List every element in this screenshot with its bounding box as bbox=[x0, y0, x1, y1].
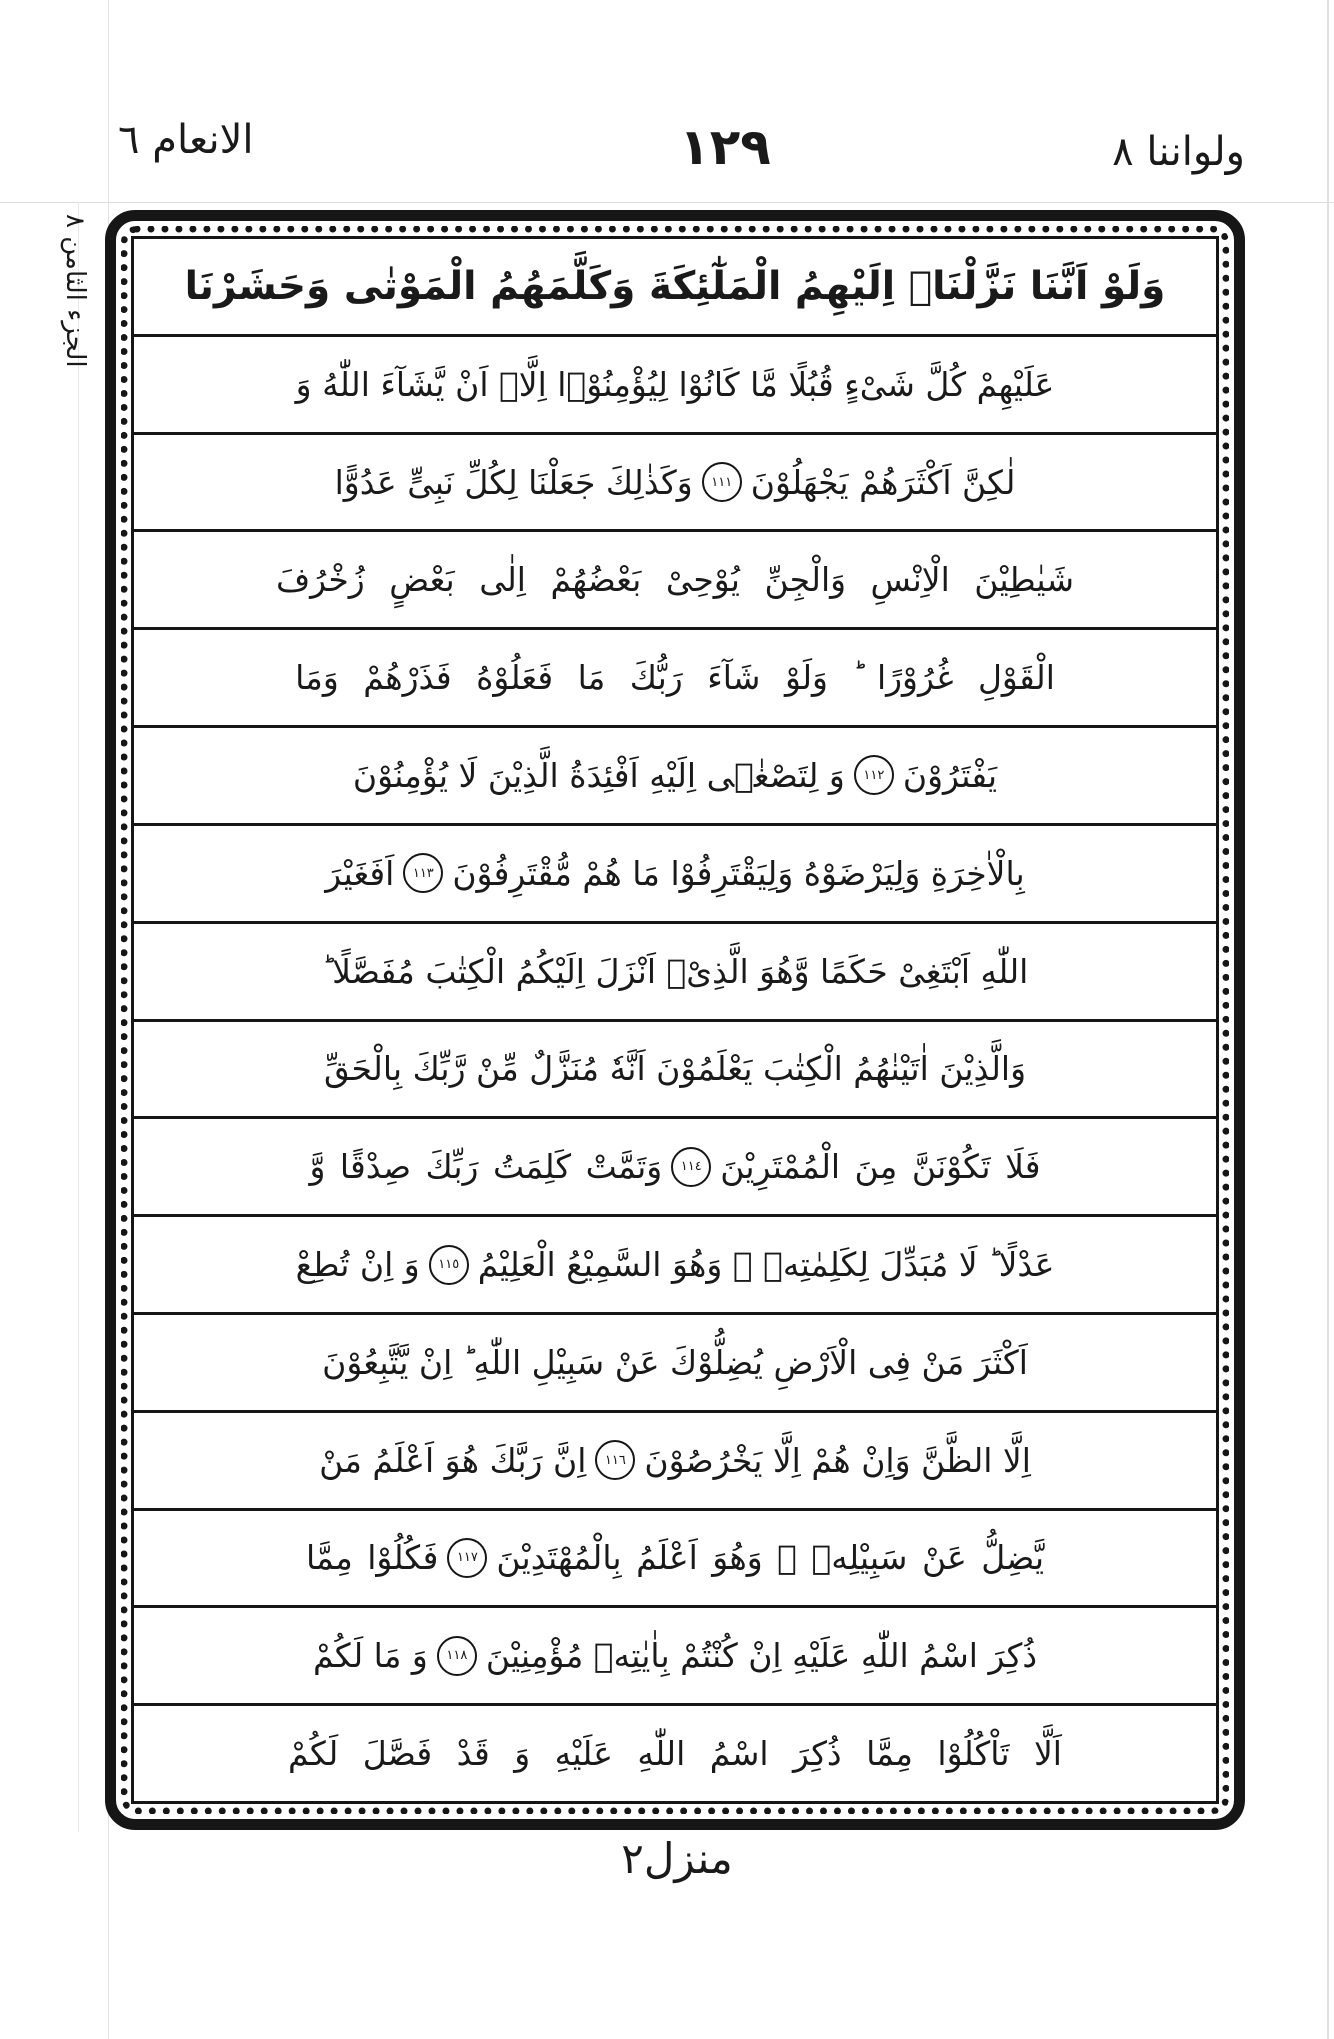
quran-text: اِنَّ رَبَّكَ هُوَ اَعْلَمُ مَنْ bbox=[319, 1440, 587, 1480]
quran-text: عَلَیْهِمْ كُلَّ شَیْءٍ قُبُلًا مَّا كَانُوْا لِیُؤْمِنُوْۤا اِلَّاۤ اَنْ یَّشَآءَ اللّٰهُ وَ bbox=[295, 364, 1055, 404]
quran-text: فَلَا تَكُوْنَنَّ مِنَ الْمُمْتَرِیْنَ bbox=[720, 1147, 1041, 1187]
ayah-marker: ١١١ bbox=[702, 462, 742, 502]
faint-horizontal-rule bbox=[0, 202, 1334, 203]
ayah-marker: ١١٦ bbox=[595, 1440, 635, 1480]
quran-text: وَكَذٰلِكَ جَعَلْنَا لِكُلِّ نَبِیٍّ عَدُوًّا bbox=[334, 462, 693, 502]
quran-text: لٰكِنَّ اَكْثَرَهُمْ یَجْهَلُوْنَ bbox=[750, 462, 1016, 502]
surah-name-label: الانعام ٦ bbox=[118, 117, 254, 163]
quran-line bbox=[134, 1608, 1216, 1706]
quran-line bbox=[134, 1022, 1216, 1120]
quran-text: بِالْاٰخِرَةِ وَلِیَرْضَوْهُ وَلِیَقْتَرِفُوْا مَا هُمْ مُّقْتَرِفُوْنَ bbox=[452, 853, 1025, 893]
quran-text: اللّٰهِ اَبْتَغِیْ حَكَمًا وَّهُوَ الَّذِیْۤ اَنْزَلَ اِلَیْكُمُ الْكِتٰبَ مُفَصَّلًا ؕ bbox=[321, 951, 1029, 991]
quran-line bbox=[134, 532, 1216, 630]
quran-text: اَفَغَیْرَ bbox=[325, 853, 395, 893]
quran-line bbox=[134, 630, 1216, 728]
quran-text: وَالَّذِیْنَ اٰتَیْنٰهُمُ الْكِتٰبَ یَعْلَمُوْنَ اَنَّهٗ مُنَزَّلٌ مِّنْ رَّبِّكَ بِالْحَقِّ bbox=[323, 1049, 1027, 1089]
faint-vertical-rule-right bbox=[1327, 0, 1329, 2039]
juz-name-label: ولواننا ٨ bbox=[1112, 129, 1245, 175]
quran-line bbox=[134, 1315, 1216, 1413]
ayah-marker: ١١٧ bbox=[447, 1538, 487, 1578]
quran-text: فَكُلُوْا مِمَّا bbox=[305, 1538, 439, 1578]
quran-text: شَیٰطِیْنَ الْاِنْسِ وَالْجِنِّ یُوْحِیْ بَعْضُهُمْ اِلٰى بَعْضٍ زُخْرُفَ bbox=[275, 560, 1075, 600]
margin-juz-vertical-label: الجزء الثامن ٨ bbox=[60, 214, 90, 368]
quran-text: اَكْثَرَ مَنْ فِی الْاَرْضِ یُضِلُّوْكَ عَنْ سَبِیْلِ اللّٰهِ ؕ اِنْ یَّتَّبِعُوْنَ bbox=[322, 1342, 1028, 1382]
quran-text: یَفْتَرُوْنَ bbox=[902, 755, 998, 795]
quran-text: وَلَوْ اَنَّنَا نَزَّلْنَاۤ اِلَیْهِمُ الْمَلٰٓئِكَةَ وَكَلَّمَهُمُ الْمَوْتٰى وَحَشَرْنَا bbox=[184, 263, 1166, 309]
ornamental-frame bbox=[105, 210, 1245, 1830]
quran-line bbox=[134, 1511, 1216, 1609]
quran-line bbox=[134, 826, 1216, 924]
ayah-marker: ١١٥ bbox=[429, 1245, 469, 1285]
quran-text: وَ مَا لَكُمْ bbox=[312, 1636, 428, 1676]
quran-text: یَّضِلُّ عَنْ سَبِیْلِهٖ ۚ وَهُوَ اَعْلَمُ بِالْمُهْتَدِیْنَ bbox=[496, 1538, 1045, 1578]
ayah-marker: ١١٢ bbox=[854, 755, 894, 795]
quran-line bbox=[134, 1413, 1216, 1511]
quran-line bbox=[134, 239, 1216, 337]
quran-text: وَ اِنْ تُطِعْ bbox=[295, 1245, 420, 1285]
ayah-marker: ١١٨ bbox=[437, 1636, 477, 1676]
quran-text: اِلَّا الظَّنَّ وَاِنْ هُمْ اِلَّا یَخْرُصُوْنَ bbox=[644, 1440, 1031, 1480]
page-number: ١٢٩ bbox=[679, 118, 771, 176]
quran-text: الْقَوْلِ غُرُوْرًا ؕ وَلَوْ شَآءَ رَبُّكَ مَا فَعَلُوْهُ فَذَرْهُمْ وَمَا bbox=[295, 658, 1055, 698]
quran-line bbox=[134, 1706, 1216, 1801]
quran-line bbox=[134, 1119, 1216, 1217]
ayah-marker: ١١٣ bbox=[403, 853, 443, 893]
quran-text: وَتَمَّتْ كَلِمَتُ رَبِّكَ صِدْقًا وَّ bbox=[309, 1147, 663, 1187]
ayah-marker: ١١٤ bbox=[671, 1147, 711, 1187]
quran-line bbox=[134, 435, 1216, 533]
quran-text: وَ لِتَصْغٰۤى اِلَیْهِ اَفْئِدَةُ الَّذِیْنَ لَا یُؤْمِنُوْنَ bbox=[352, 755, 845, 795]
quran-text-rows bbox=[131, 236, 1219, 1804]
quran-text: اَلَّا تَاْكُلُوْا مِمَّا ذُكِرَ اسْمُ اللّٰهِ عَلَیْهِ وَ قَدْ فَصَّلَ لَكُمْ bbox=[288, 1734, 1062, 1774]
quran-line bbox=[134, 728, 1216, 826]
quran-line bbox=[134, 1217, 1216, 1315]
bead-border bbox=[121, 226, 1229, 1814]
quran-text: ذُكِرَ اسْمُ اللّٰهِ عَلَیْهِ اِنْ كُنْتُمْ بِاٰیٰتِهٖ مُؤْمِنِیْنَ bbox=[485, 1636, 1038, 1676]
quran-line bbox=[134, 924, 1216, 1022]
manzil-label: منزل٢ bbox=[621, 1834, 733, 1883]
quran-line bbox=[134, 337, 1216, 435]
quran-text: عَدْلًا ؕ لَا مُبَدِّلَ لِكَلِمٰتِهٖ ۚ وَهُوَ السَّمِیْعُ الْعَلِیْمُ bbox=[477, 1245, 1055, 1285]
